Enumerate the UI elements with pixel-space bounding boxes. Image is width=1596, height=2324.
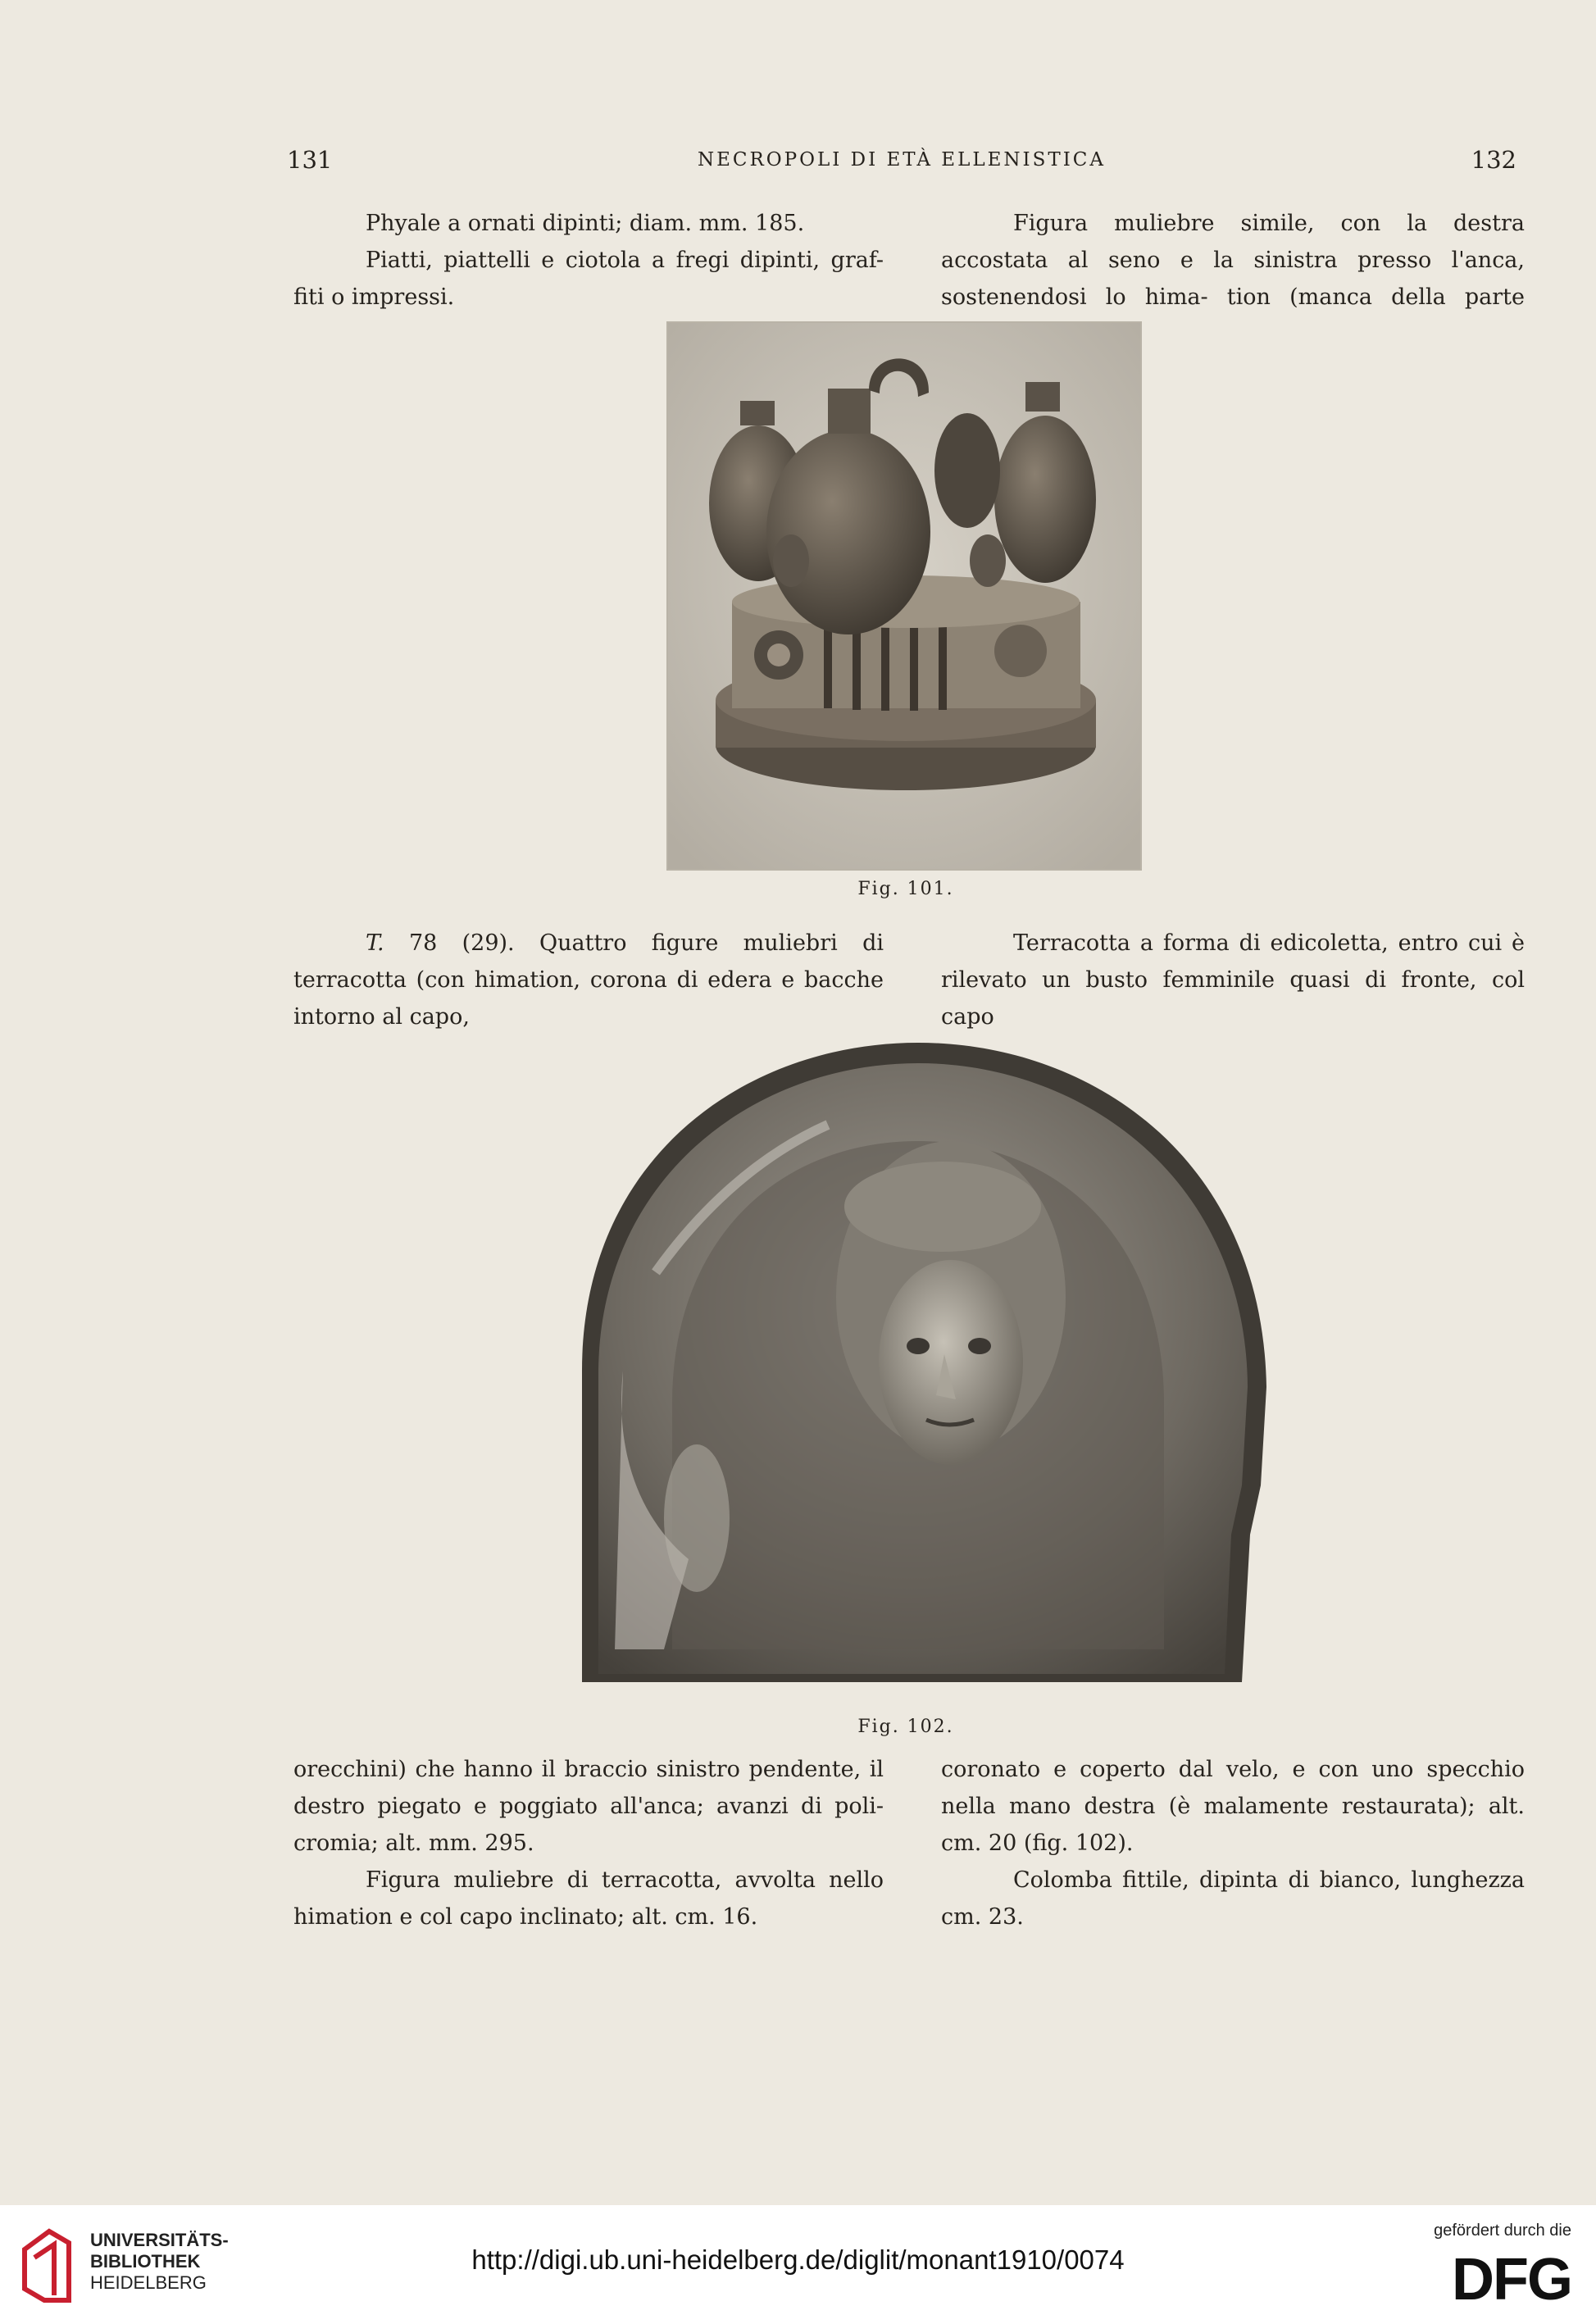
permalink-url[interactable]: http://digi.ub.uni-heidelberg.de/diglit/monant1910/0074 bbox=[471, 2244, 1125, 2275]
paragraph: Piatti, piattelli e ciotola a fregi dipinti, graf- fiti o impressi. bbox=[293, 248, 884, 310]
funding-note: gefördert durch die bbox=[1434, 2222, 1571, 2240]
mid-left-column bbox=[293, 925, 884, 1035]
library-name-line: BIBLIOTHEK bbox=[90, 2251, 201, 2272]
paragraph: orecchini) che hanno il braccio sinistro pendente, il destro piegato e poggiato all'anca; avanzi di poli- cromia; alt. mm. 295. bbox=[293, 1757, 884, 1856]
page-number-left: 131 bbox=[287, 146, 333, 174]
figure-101-caption: Fig. 101. bbox=[857, 879, 954, 899]
entry-text: 78 (29). Quattro figure muliebri di terracotta (con himation, corona di edera e bacche intorno al capo, bbox=[293, 930, 884, 1030]
running-title: NECROPOLI DI ETÀ ELLENISTICA bbox=[697, 149, 1107, 171]
paragraph: coronato e coperto dal velo, e con uno specchio nella mano destra (è malamente restaurata); alt. cm. 20 (fig. 102). bbox=[941, 1757, 1525, 1856]
bottom-left-column bbox=[293, 1751, 884, 1935]
kernos-vessel-image bbox=[668, 323, 1140, 869]
paragraph: Terracotta a forma di edicoletta, entro cui è rilevato un busto femminile quasi di fronte, col capo bbox=[941, 930, 1525, 1030]
paragraph: Phyale a ornati dipinti; diam. mm. 185. bbox=[366, 211, 805, 236]
figure-102-photo bbox=[566, 1026, 1271, 1708]
page-number-right: 132 bbox=[1471, 146, 1516, 174]
dfg-logo: DFG bbox=[1452, 2247, 1571, 2313]
page-header bbox=[287, 146, 1516, 179]
terracotta-relief-image bbox=[566, 1026, 1271, 1708]
paragraph: Figura muliebre simile, con la destra accostata al seno e la sinistra presso l'anca, sostenendosi lo hima- tion (manca della parte bbox=[941, 211, 1525, 310]
top-left-column bbox=[293, 205, 884, 316]
figure-102-caption: Fig. 102. bbox=[857, 1717, 954, 1737]
paragraph: Colomba fittile, dipinta di bianco, lunghezza cm. 23. bbox=[941, 1867, 1525, 1930]
bottom-right-column bbox=[941, 1751, 1525, 1935]
figure-101-photo bbox=[666, 321, 1142, 871]
digitization-footer bbox=[0, 2205, 1596, 2324]
paragraph: Figura muliebre di terracotta, avvolta nello himation e col capo inclinato; alt. cm. 16. bbox=[293, 1867, 884, 1930]
library-name-line: UNIVERSITÄTS- bbox=[90, 2230, 229, 2250]
abbreviation-t: T. bbox=[366, 930, 384, 956]
library-name-line: HEIDELBERG bbox=[90, 2272, 207, 2293]
mid-right-column bbox=[941, 925, 1525, 1035]
paragraph bbox=[293, 925, 884, 1035]
